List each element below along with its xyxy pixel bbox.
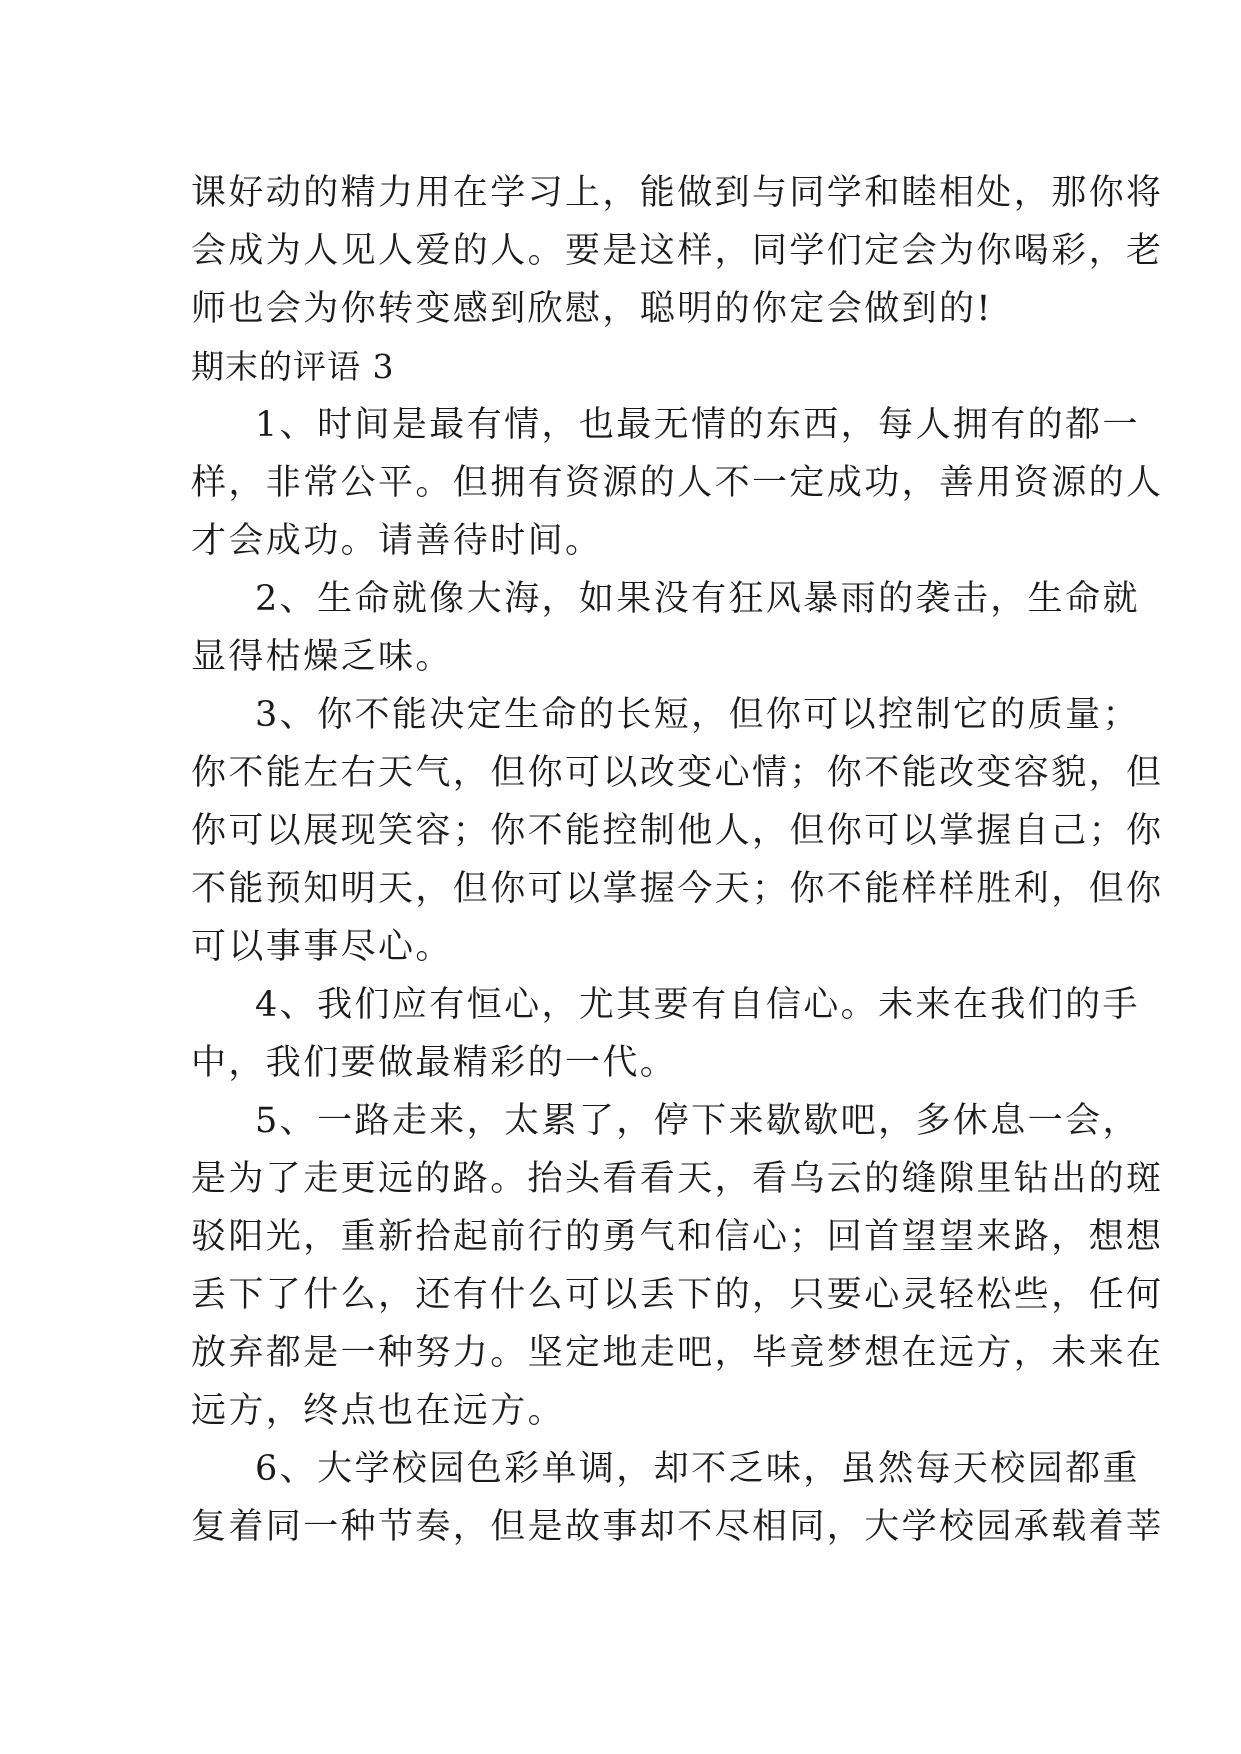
text-line: 你不能左右天气，但你可以改变心情；你不能改变容貌，但 [191, 753, 1164, 793]
text-line: 2、生命就像大海，如果没有狂风暴雨的袭击，生命就 [255, 579, 1140, 619]
text-line: 4、我们应有恒心，尤其要有自信心。未来在我们的手 [255, 985, 1140, 1025]
text-line: 不能预知明天，但你可以掌握今天；你不能样样胜利，但你 [191, 869, 1164, 909]
text-line: 3、你不能决定生命的长短，但你可以控制它的质量； [255, 695, 1140, 735]
text-line: 丢下了什么，还有什么可以丢下的，只要心灵轻松些，任何 [191, 1275, 1164, 1315]
text-line: 显得枯燥乏味。 [191, 637, 453, 677]
text-line: 驳阳光，重新拾起前行的勇气和信心；回首望望来路，想想 [191, 1217, 1164, 1257]
text-line: 远方，终点也在远方。 [191, 1391, 566, 1431]
comment-item-2 [191, 570, 1140, 686]
text-line: 你可以展现笑容；你不能控制他人，但你可以掌握自己；你 [191, 811, 1164, 851]
text-line: 样，非常公平。但拥有资源的人不一定成功，善用资源的人 [191, 463, 1164, 503]
text-line: 课好动的精力用在学习上，能做到与同学和睦相处，那你将 [191, 173, 1164, 213]
continuation-paragraph [191, 164, 1164, 338]
text-line: 6、大学校园色彩单调，却不乏味，虽然每天校园都重 [255, 1449, 1140, 1489]
document-page [191, 164, 1164, 1556]
text-line: 中，我们要做最精彩的一代。 [191, 1043, 678, 1083]
comment-item-1 [191, 396, 1164, 570]
section-title: 期末的评语 3 [191, 347, 395, 386]
comment-item-5 [191, 1092, 1164, 1440]
text-line: 才会成功。请善待时间。 [191, 521, 603, 561]
text-line: 是为了走更远的路。抬头看看天，看乌云的缝隙里钻出的斑 [191, 1159, 1164, 1199]
text-line: 放弃都是一种努力。坚定地走吧，毕竟梦想在远方，未来在 [191, 1333, 1164, 1373]
comment-item-3 [191, 686, 1164, 976]
comment-item-6 [191, 1440, 1164, 1556]
text-line: 5、一路走来，太累了，停下来歇歇吧，多休息一会， [255, 1101, 1140, 1141]
text-line: 师也会为你转变感到欣慰，聪明的你定会做到的! [191, 289, 993, 329]
comment-item-4 [191, 976, 1140, 1092]
text-line: 会成为人见人爱的人。要是这样，同学们定会为你喝彩，老 [191, 231, 1164, 271]
text-line: 可以事事尽心。 [191, 927, 453, 967]
text-line: 1、时间是最有情，也最无情的东西，每人拥有的都一 [255, 405, 1140, 445]
text-line: 复着同一种节奏，但是故事却不尽相同，大学校园承载着莘 [191, 1507, 1164, 1547]
